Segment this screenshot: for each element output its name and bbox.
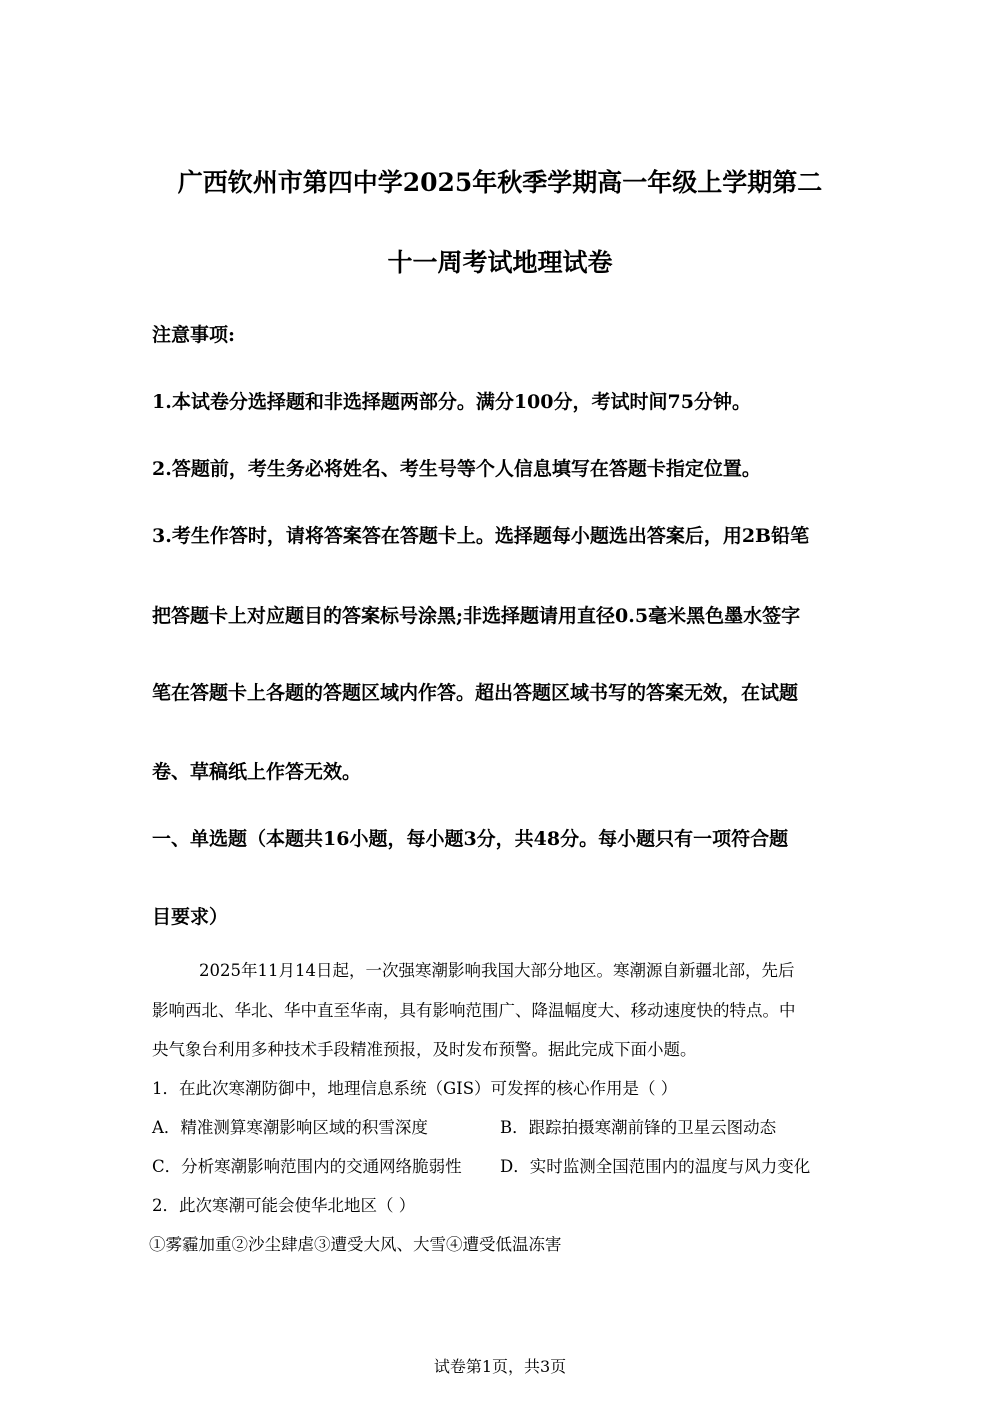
notice-item-1: 1.本试卷分选择题和非选择题两部分。满分100分，考试时间75分钟。: [152, 391, 751, 413]
question-1-stem: 1．在此次寒潮防御中，地理信息系统（GIS）可发挥的核心作用是（ ）: [152, 1079, 678, 1098]
passage-line-2: 影响西北、华北、华中直至华南，具有影响范围广、降温幅度大、移动速度快的特点。中: [152, 1001, 796, 1020]
notice-item-3-line-1: 3.考生作答时，请将答案答在答题卡上。选择题每小题选出答案后，用2B铅笔: [152, 525, 810, 547]
exam-title-line-1: 广西钦州市第四中学2025年秋季学期高一年级上学期第二: [177, 168, 823, 197]
notice-item-3-line-3: 笔在答题卡上各题的答题区域内作答。超出答题区域书写的答案无效，在试题: [152, 682, 799, 704]
notice-heading: 注意事项:: [152, 324, 236, 346]
section-heading-line-1: 一、单选题（本题共16小题，每小题3分，共48分。每小题只有一项符合题: [152, 828, 789, 850]
exam-title-line-2: 十一周考试地理试卷: [387, 248, 613, 277]
notice-item-3-line-4: 卷、草稿纸上作答无效。: [152, 761, 362, 783]
passage-line-3: 央气象台利用多种技术手段精准预报，及时发布预警。据此完成下面小题。: [152, 1040, 697, 1059]
question-1-option-b: B．跟踪拍摄寒潮前锋的卫星云图动态: [500, 1118, 777, 1137]
passage-line-1: 2025年11月14日起，一次强寒潮影响我国大部分地区。寒潮源自新疆北部，先后: [199, 961, 795, 980]
question-1-option-d: D．实时监测全国范围内的温度与风力变化: [500, 1157, 811, 1176]
question-1-option-c: C．分析寒潮影响范围内的交通网络脆弱性: [152, 1157, 462, 1176]
page-footer: 试卷第1页，共3页: [433, 1357, 567, 1376]
question-1-option-a: A．精准测算寒潮影响区域的积雪深度: [152, 1118, 428, 1137]
section-heading-line-2: 目要求）: [152, 906, 229, 928]
notice-item-2: 2.答题前，考生务必将姓名、考生号等个人信息填写在答题卡指定位置。: [152, 458, 761, 480]
question-2-choices: ①雾霾加重②沙尘肆虐③遭受大风、大雪④遭受低温冻害: [149, 1235, 562, 1254]
notice-item-3-line-2: 把答题卡上对应题目的答案标号涂黑;非选择题请用直径0.5毫米黑色墨水签字: [152, 605, 801, 627]
question-2-stem: 2．此次寒潮可能会使华北地区（ ）: [152, 1196, 416, 1215]
